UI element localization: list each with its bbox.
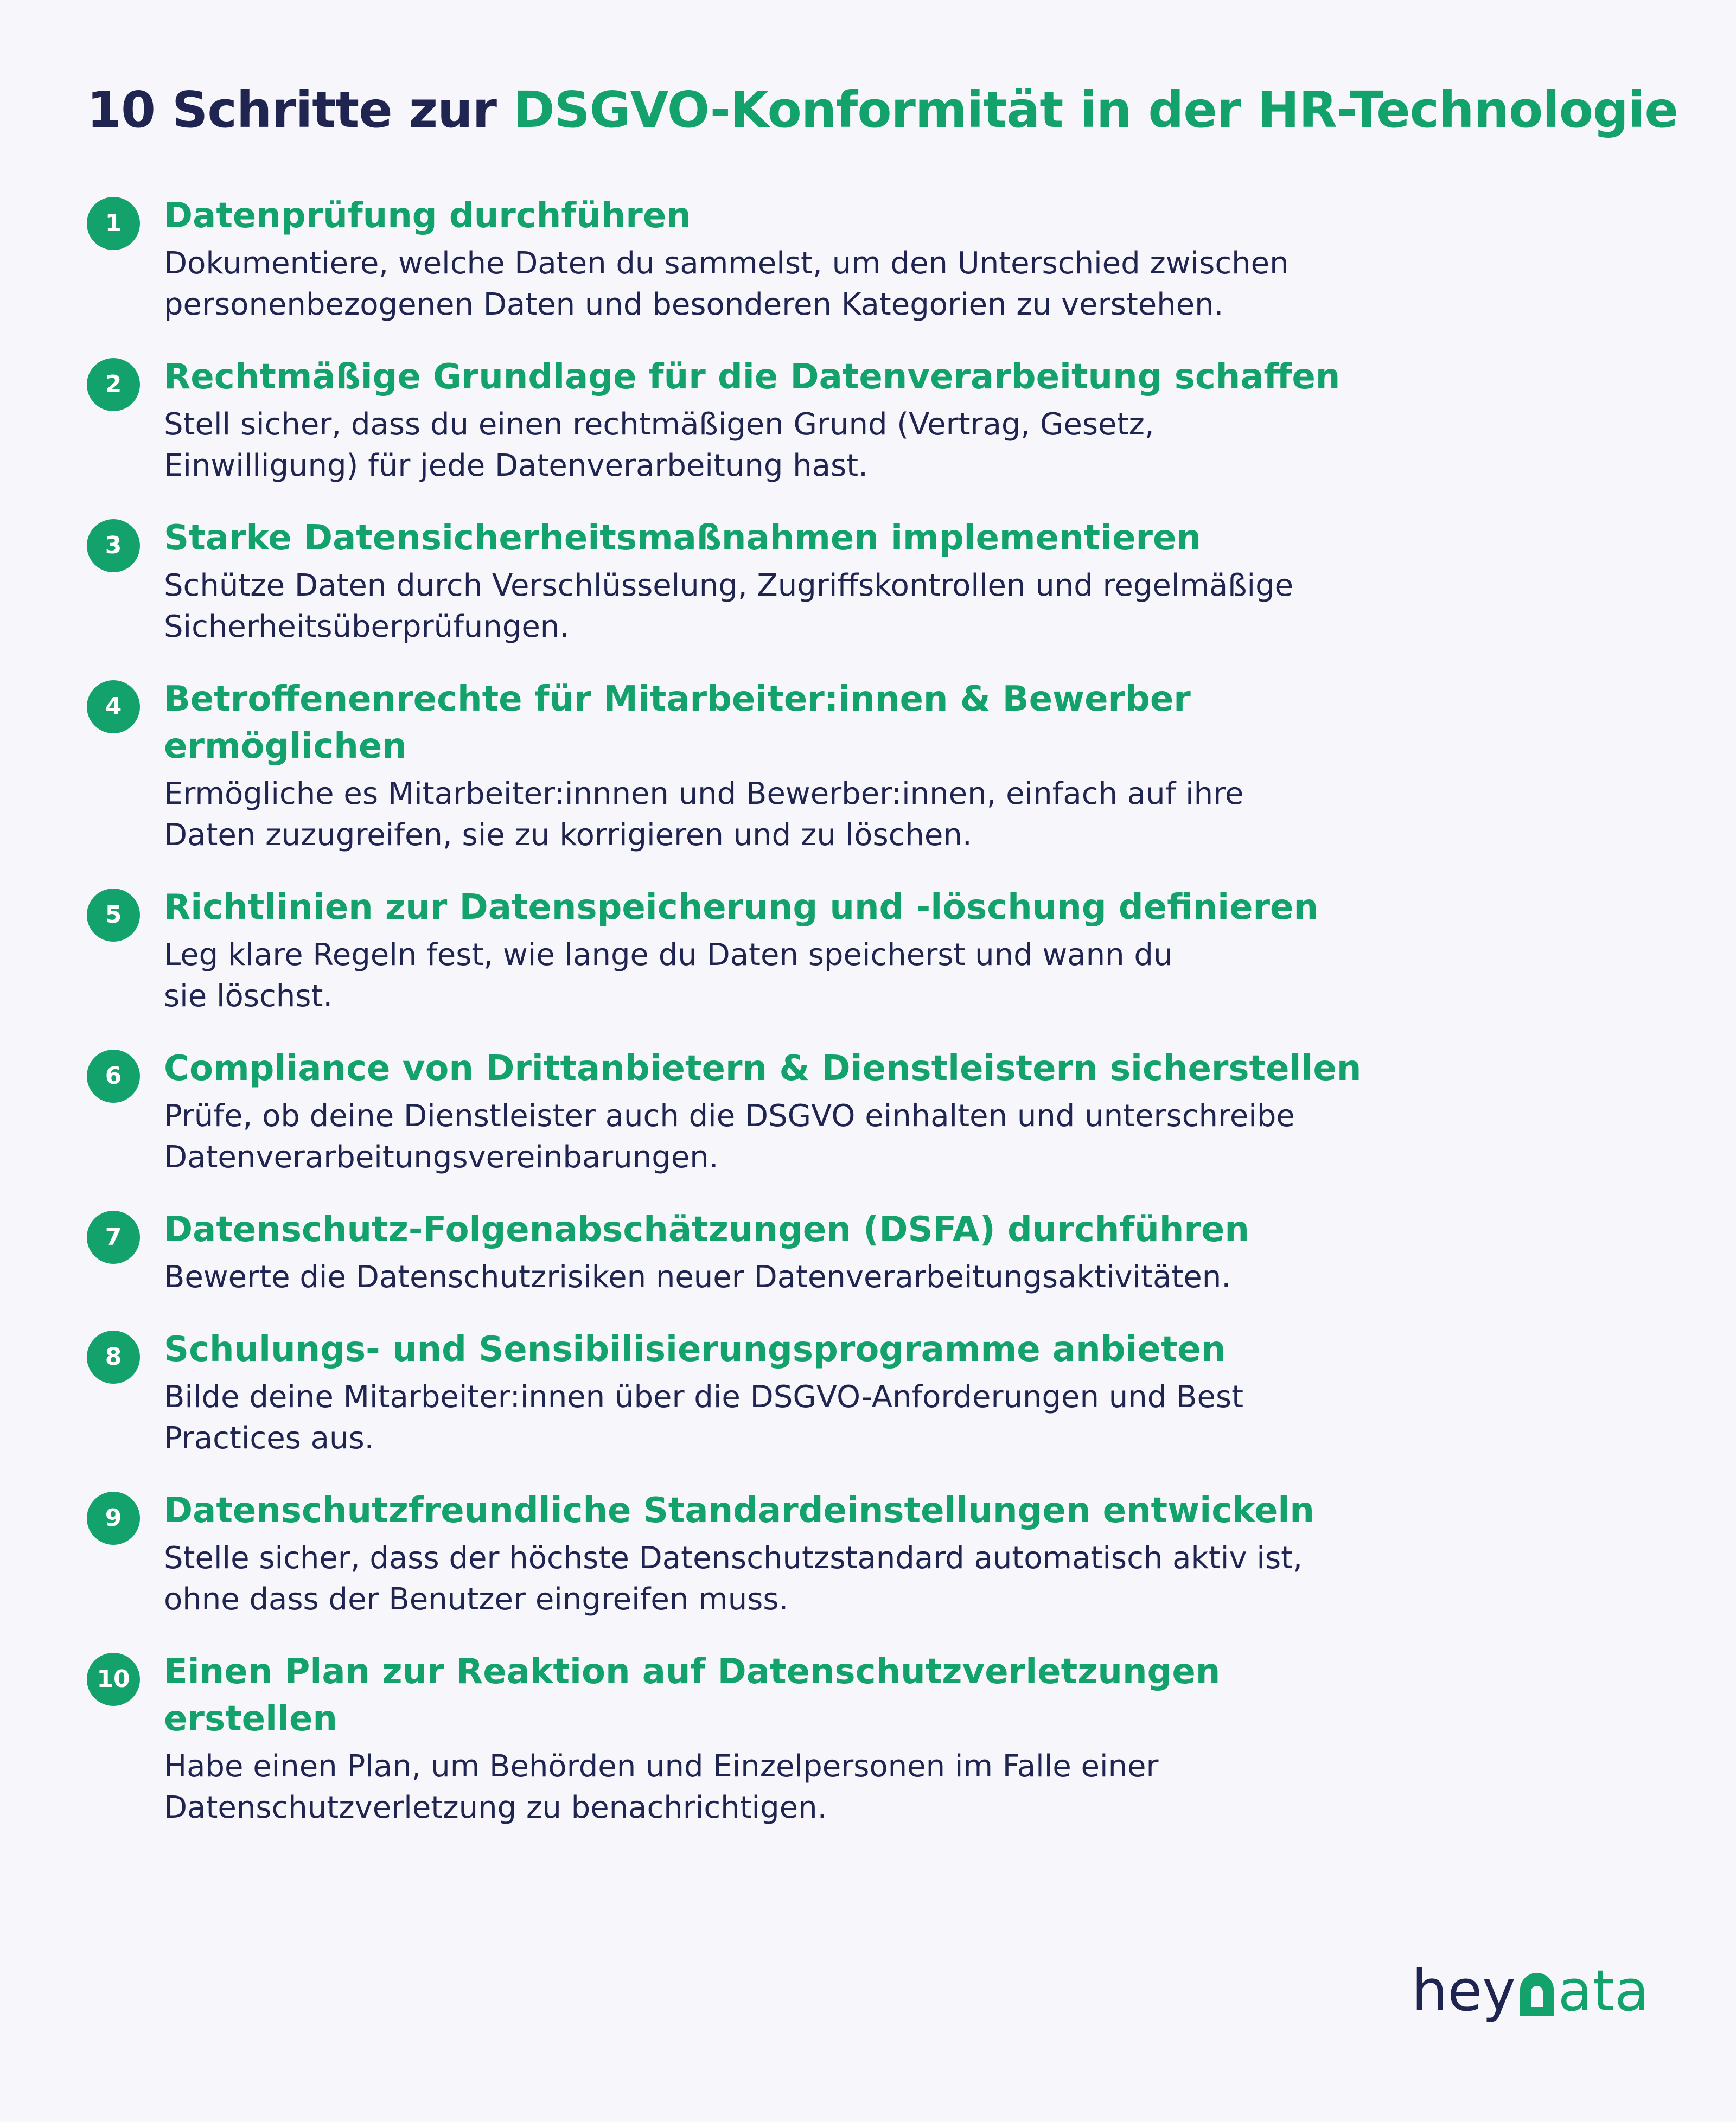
step-description-line: Einwilligung) für jede Datenverarbeitung hast.: [164, 448, 868, 483]
page-title-accent: DSGVO-Konformität in der HR-Technologie: [513, 81, 1678, 139]
step-description-line: Datenschutzverletzung zu benachrichtigen.: [164, 1790, 827, 1825]
step-item-6: [87, 1045, 1519, 1178]
page-title-prefix: 10 Schritte zur: [87, 81, 514, 139]
step-description-line: Bilde deine Mitarbeiter:innen über die DSGVO-Anforderungen und Best: [164, 1379, 1244, 1415]
step-title: Datenschutz-Folgenabschätzungen (DSFA) durchführen: [164, 1210, 1249, 1250]
heydata-logo-icon: [1518, 1973, 1556, 2016]
step-description-line: Ermögliche es Mitarbeiter:innnen und Bewerber:innen, einfach auf ihre: [164, 776, 1244, 811]
step-description-line: Sicherheitsüberprüfungen.: [164, 609, 570, 644]
step-title-line: ermöglichen: [164, 726, 407, 766]
step-title: Datenschutzfreundliche Standardeinstellungen entwickeln: [164, 1491, 1314, 1531]
step-description-line: Dokumentiere, welche Daten du sammelst, um den Unterschied zwischen: [164, 246, 1289, 281]
step-description-line: personenbezogenen Daten und besonderen Kategorien zu verstehen.: [164, 287, 1224, 322]
step-number-badge: 4: [87, 680, 140, 733]
step-item-2: [87, 354, 1519, 487]
step-description-line: Bewerte die Datenschutzrisiken neuer Datenverarbeitungsaktivitäten.: [164, 1260, 1231, 1295]
step-description: [164, 1538, 1519, 1620]
step-description: [164, 404, 1519, 487]
step-item-5: [87, 884, 1519, 1017]
step-description-line: Prüfe, ob deine Dienstleister auch die DSGVO einhalten und unterschreibe: [164, 1098, 1295, 1134]
step-description: [164, 565, 1519, 648]
step-number-badge: 6: [87, 1050, 140, 1103]
step-title: [164, 1648, 1519, 1743]
step-description: [164, 1377, 1519, 1459]
heydata-logo: [1412, 1958, 1649, 2024]
step-item-7: [87, 1206, 1519, 1298]
step-number-badge: 5: [87, 889, 140, 942]
step-description-line: Stelle sicher, dass der höchste Datenschutzstandard automatisch aktiv ist,: [164, 1541, 1303, 1576]
step-item-1: [87, 193, 1519, 325]
step-description-line: Habe einen Plan, um Behörden und Einzelpersonen im Falle einer: [164, 1749, 1159, 1784]
step-description-line: Stell sicher, dass du einen rechtmäßigen Grund (Vertrag, Gesetz,: [164, 407, 1154, 442]
steps-list: [87, 193, 1519, 1857]
step-number-badge: 8: [87, 1331, 140, 1384]
step-item-3: [87, 515, 1519, 648]
step-description: [164, 1746, 1519, 1829]
step-description: [164, 1096, 1519, 1178]
step-description: [164, 935, 1519, 1017]
step-item-4: [87, 676, 1519, 856]
step-title: Rechtmäßige Grundlage für die Datenverarbeitung schaffen: [164, 357, 1341, 397]
step-item-9: [87, 1487, 1519, 1620]
step-title: Compliance von Drittanbietern & Dienstleistern sicherstellen: [164, 1049, 1362, 1089]
step-description: [164, 774, 1519, 856]
step-description-line: Daten zuzugreifen, sie zu korrigieren und zu löschen.: [164, 817, 972, 853]
step-number-badge: 1: [87, 197, 140, 250]
step-number-badge: 2: [87, 358, 140, 411]
step-description-line: Schütze Daten durch Verschlüsselung, Zugriffskontrollen und regelmäßige: [164, 568, 1294, 603]
page-title: [87, 81, 1693, 139]
step-title: Schulungs- und Sensibilisierungsprogramme anbieten: [164, 1330, 1226, 1370]
step-description-line: Datenverarbeitungsvereinbarungen.: [164, 1140, 719, 1175]
step-title: Datenprüfung durchführen: [164, 196, 691, 236]
step-number-badge: 9: [87, 1492, 140, 1545]
step-item-8: [87, 1326, 1519, 1459]
step-description-line: Practices aus.: [164, 1421, 374, 1456]
step-item-10: [87, 1648, 1519, 1829]
logo-text-hey: hey: [1412, 1958, 1516, 2024]
step-title-line: Betroffenenrechte für Mitarbeiter:innen & Bewerber: [164, 679, 1191, 719]
step-description-line: ohne dass der Benutzer eingreifen muss.: [164, 1582, 789, 1617]
step-description: [164, 243, 1519, 325]
step-number-badge: 10: [87, 1653, 140, 1706]
step-title: Starke Datensicherheitsmaßnahmen implementieren: [164, 518, 1201, 558]
step-description-line: sie löschst.: [164, 979, 333, 1014]
step-title: Richtlinien zur Datenspeicherung und -löschung definieren: [164, 887, 1318, 928]
step-description: [164, 1257, 1519, 1298]
step-description-line: Leg klare Regeln fest, wie lange du Daten speicherst und wann du: [164, 937, 1173, 973]
step-number-badge: 3: [87, 519, 140, 572]
step-title: [164, 676, 1519, 770]
step-title-line: Einen Plan zur Reaktion auf Datenschutzverletzungen: [164, 1652, 1221, 1692]
step-number-badge: 7: [87, 1211, 140, 1264]
step-title-line: erstellen: [164, 1699, 337, 1739]
logo-text-ata: ata: [1558, 1958, 1649, 2024]
